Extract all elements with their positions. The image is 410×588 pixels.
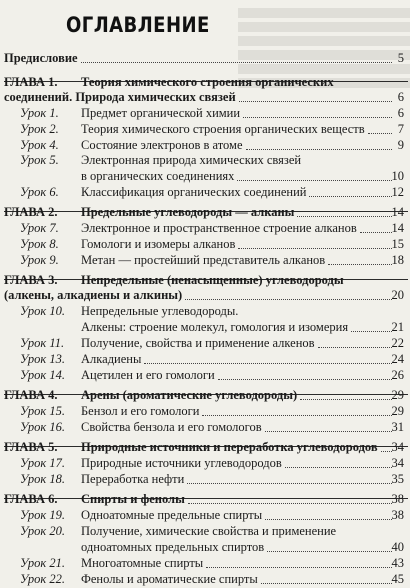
- lesson-number: Урок 17.: [20, 456, 66, 470]
- chapter-number: ГЛАВА 6.: [4, 492, 58, 506]
- lesson-number: Урок 5.: [20, 153, 59, 167]
- chapter-number: ГЛАВА 3.: [4, 273, 58, 287]
- leader-dots: [309, 196, 392, 197]
- chapter-title: Спирты и фенолы: [81, 492, 185, 506]
- page-number: 22: [391, 336, 404, 350]
- leader-dots: [81, 62, 392, 63]
- toc-lesson-row[interactable]: [0, 420, 410, 435]
- toc-row[interactable]: [0, 90, 410, 105]
- toc-row[interactable]: [0, 288, 410, 303]
- lesson-title: Метан — простейший представитель алканов: [81, 253, 326, 267]
- leader-dots: [318, 347, 392, 348]
- chapter-title: Предисловие: [4, 51, 78, 65]
- toc-lesson-row[interactable]: [0, 185, 410, 200]
- page-title: ОГЛАВЛЕНИЕ: [66, 13, 210, 37]
- toc-chapter-row[interactable]: [0, 440, 410, 455]
- lesson-title: Свойства бензола и его гомологов: [81, 420, 262, 434]
- lesson-number: Урок 6.: [20, 185, 59, 199]
- lesson-number: Урок 21.: [20, 556, 66, 570]
- toc-lesson-row[interactable]: [0, 106, 410, 121]
- lesson-title: Непредельные углеводороды.: [81, 304, 239, 318]
- lesson-title: Фенолы и ароматические спирты: [81, 572, 258, 586]
- leader-dots: [206, 567, 392, 568]
- toc-lesson-row[interactable]: [0, 122, 410, 137]
- toc-lesson-row[interactable]: [0, 237, 410, 252]
- lesson-title: Классификация органических соединений: [81, 185, 307, 199]
- page-number: 43: [391, 556, 404, 570]
- leader-dots: [188, 503, 392, 504]
- leader-dots: [328, 264, 392, 265]
- leader-dots: [381, 451, 392, 452]
- lesson-title: одноатомных предельных спиртов: [81, 540, 265, 554]
- toc-row[interactable]: [0, 169, 410, 184]
- toc-row[interactable]: [0, 51, 410, 66]
- toc-lesson-row[interactable]: [0, 572, 410, 587]
- page-number: 18: [391, 253, 404, 267]
- lesson-number: Урок 10.: [20, 304, 66, 318]
- lesson-number: Урок 13.: [20, 352, 66, 366]
- toc-lesson-row[interactable]: [0, 253, 410, 268]
- toc-lesson-row[interactable]: [0, 472, 410, 487]
- page-number: 35: [391, 472, 404, 486]
- leader-dots: [218, 379, 392, 380]
- toc-lesson-row[interactable]: [0, 456, 410, 471]
- leader-dots: [202, 415, 392, 416]
- leader-dots: [368, 133, 392, 134]
- chapter-number: ГЛАВА 1.: [4, 75, 58, 89]
- toc-chapter-row[interactable]: [0, 492, 410, 507]
- page-number: 14: [391, 205, 404, 219]
- lesson-title: Предмет органической химии: [81, 106, 241, 120]
- toc-lesson-row[interactable]: [0, 138, 410, 153]
- page-number: 6: [397, 106, 404, 120]
- leader-dots: [265, 519, 392, 520]
- leader-dots: [261, 583, 392, 584]
- page-number: 38: [391, 508, 404, 522]
- page-number: 34: [391, 440, 404, 454]
- lesson-number: Урок 8.: [20, 237, 59, 251]
- chapter-number: ГЛАВА 2.: [4, 205, 58, 219]
- leader-dots: [300, 399, 392, 400]
- leader-dots: [237, 180, 392, 181]
- lesson-title: Электронное и пространственное строение алканов: [81, 221, 357, 235]
- leader-dots: [351, 331, 392, 332]
- lesson-title: Состояние электронов в атоме: [81, 138, 243, 152]
- chapter-title: Арены (ароматические углеводороды): [81, 388, 298, 402]
- toc-chapter-row[interactable]: [0, 388, 410, 403]
- chapter-number: ГЛАВА 4.: [4, 388, 58, 402]
- page-number: 38: [391, 492, 404, 506]
- lesson-number: Урок 14.: [20, 368, 66, 382]
- page-number: 9: [397, 138, 404, 152]
- chapter-title: соединений. Природа химических связей: [4, 90, 236, 104]
- toc-lesson-row[interactable]: [0, 524, 410, 539]
- toc-lesson-row[interactable]: [0, 336, 410, 351]
- lesson-number: Урок 1.: [20, 106, 59, 120]
- leader-dots: [360, 232, 392, 233]
- toc-lesson-row[interactable]: [0, 508, 410, 523]
- page-number: 34: [391, 456, 404, 470]
- page-number: 29: [391, 404, 404, 418]
- leader-dots: [238, 248, 392, 249]
- lesson-title: Алкены: строение молекул, гомология и изомерия: [81, 320, 349, 334]
- chapter-number: ГЛАВА 5.: [4, 440, 58, 454]
- leader-dots: [144, 363, 392, 364]
- page-number: 24: [391, 352, 404, 366]
- lesson-title: Бензол и его гомологи: [81, 404, 200, 418]
- lesson-number: Урок 7.: [20, 221, 59, 235]
- page-number: 6: [397, 90, 404, 104]
- chapter-title: Предельные углеводороды — алканы: [81, 205, 295, 219]
- lesson-number: Урок 22.: [20, 572, 66, 586]
- toc-lesson-row[interactable]: [0, 368, 410, 383]
- lesson-number: Урок 15.: [20, 404, 66, 418]
- lesson-title: в органических соединениях: [81, 169, 235, 183]
- page-number: 40: [391, 540, 404, 554]
- toc-lesson-row[interactable]: [0, 221, 410, 236]
- leader-dots: [246, 149, 392, 150]
- lesson-title: Многоатомные спирты: [81, 556, 204, 570]
- toc-chapter-row[interactable]: [0, 75, 410, 90]
- leader-dots: [239, 101, 392, 102]
- page-number: 7: [397, 122, 404, 136]
- chapter-title: (алкены, алкадиены и алкины): [4, 288, 183, 302]
- lesson-title: Одноатомные предельные спирты: [81, 508, 263, 522]
- toc-lesson-row[interactable]: [0, 304, 410, 319]
- page-number: 21: [391, 320, 404, 334]
- toc-chapter-row[interactable]: [0, 205, 410, 220]
- lesson-title: Природные источники углеводородов: [81, 456, 282, 470]
- lesson-number: Урок 20.: [20, 524, 66, 538]
- leader-dots: [185, 299, 392, 300]
- lesson-title: Получение, свойства и применение алкенов: [81, 336, 315, 350]
- toc-lesson-row[interactable]: [0, 556, 410, 571]
- page-number: 45: [391, 572, 404, 586]
- lesson-number: Урок 18.: [20, 472, 66, 486]
- lesson-title: Электронная природа химических связей: [81, 153, 302, 167]
- page-number: 31: [391, 420, 404, 434]
- leader-dots: [265, 431, 392, 432]
- lesson-title: Получение, химические свойства и применение: [81, 524, 337, 538]
- lesson-title: Гомологи и изомеры алканов: [81, 237, 236, 251]
- toc-lesson-row[interactable]: [0, 352, 410, 367]
- toc-lesson-row[interactable]: [0, 153, 410, 168]
- lesson-number: Урок 2.: [20, 122, 59, 136]
- lesson-title: Ацетилен и его гомологи: [81, 368, 215, 382]
- toc-lesson-row[interactable]: [0, 404, 410, 419]
- page-number: 14: [391, 221, 404, 235]
- lesson-number: Урок 11.: [20, 336, 65, 350]
- page-number: 5: [397, 51, 404, 65]
- page-number: 29: [391, 388, 404, 402]
- lesson-title: Теория химического строения органических веществ: [81, 122, 365, 136]
- leader-dots: [243, 117, 392, 118]
- chapter-title: Природные источники и переработка углеводородов: [81, 440, 378, 454]
- page-number: 20: [391, 288, 404, 302]
- lesson-number: Урок 9.: [20, 253, 59, 267]
- page-number: 10: [391, 169, 404, 183]
- page-number: 12: [391, 185, 404, 199]
- leader-dots: [285, 467, 392, 468]
- page-number: 26: [391, 368, 404, 382]
- leader-dots: [267, 551, 392, 552]
- toc-chapter-row[interactable]: [0, 273, 410, 288]
- lesson-title: Переработка нефти: [81, 472, 185, 486]
- leader-dots: [297, 216, 392, 217]
- page-number: 15: [391, 237, 404, 251]
- chapter-title: Непредельные (ненасыщенные) углеводороды: [81, 273, 344, 287]
- lesson-title: Алкадиены: [81, 352, 142, 366]
- toc-row[interactable]: [0, 540, 410, 555]
- leader-dots: [187, 483, 392, 484]
- lesson-number: Урок 4.: [20, 138, 59, 152]
- lesson-number: Урок 19.: [20, 508, 66, 522]
- toc-row[interactable]: [0, 320, 410, 335]
- lesson-number: Урок 16.: [20, 420, 66, 434]
- chapter-title: Теория химического строения органических: [81, 75, 334, 89]
